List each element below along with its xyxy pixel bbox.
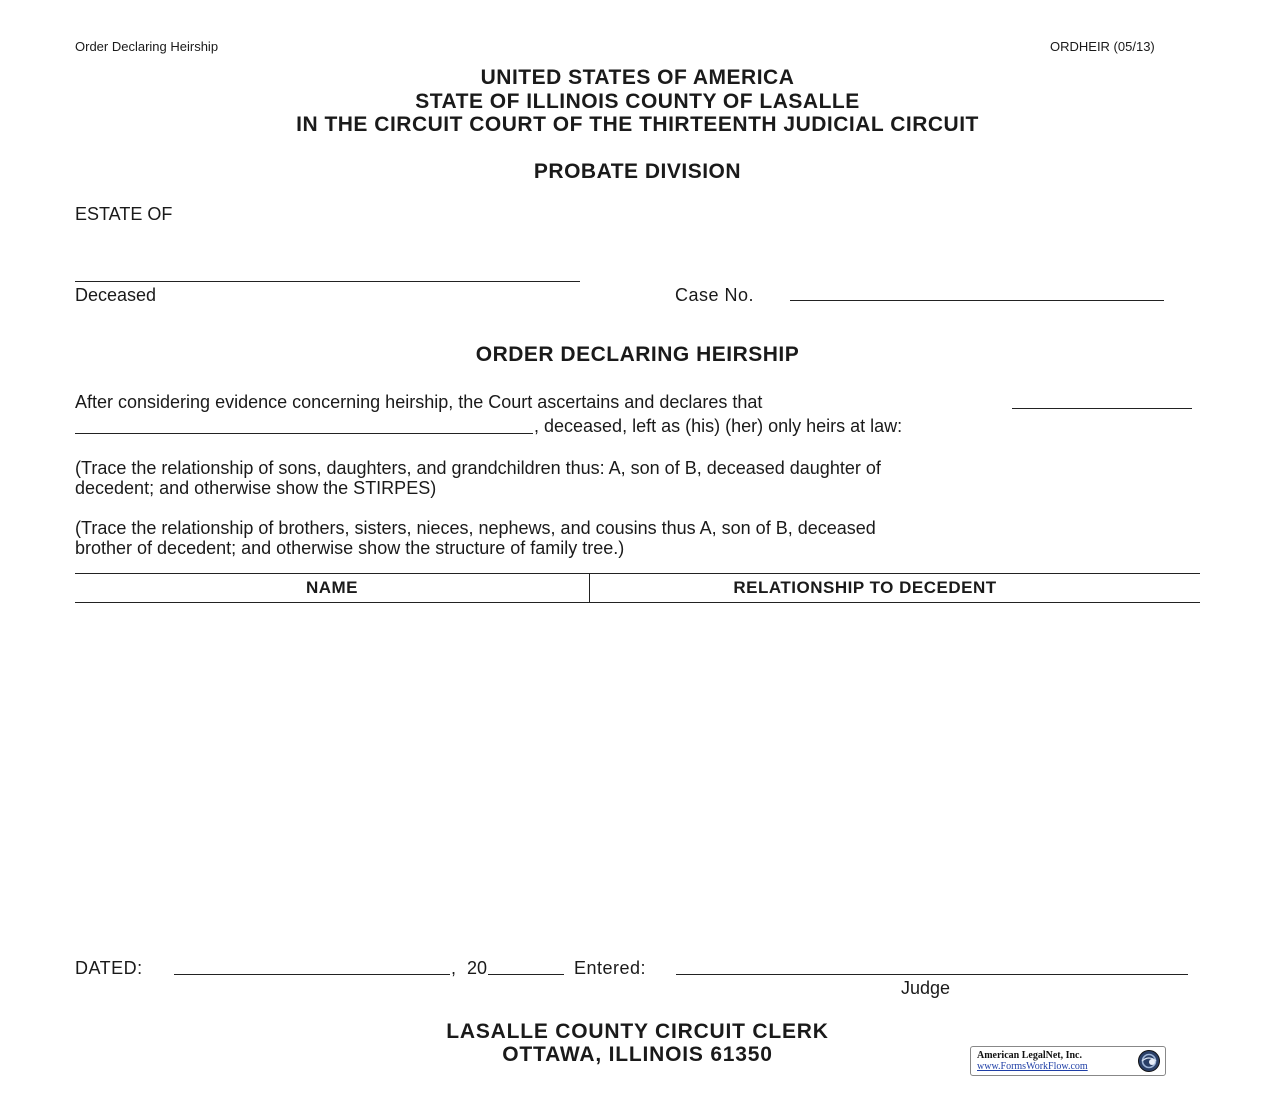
deceased-label: Deceased xyxy=(75,285,157,305)
estate-of-label: ESTATE OF xyxy=(75,204,173,224)
decedent-declared-field[interactable] xyxy=(1012,408,1192,409)
date-comma: , xyxy=(451,958,457,978)
order-title: ORDER DECLARING HEIRSHIP xyxy=(475,343,800,366)
logo-company: American LegalNet, Inc. xyxy=(977,1050,1082,1061)
judge-signature-field[interactable] xyxy=(676,974,1188,975)
instruction-1-line-2: decedent; and otherwise show the STIRPES) xyxy=(75,478,437,498)
year-field[interactable] xyxy=(488,974,564,975)
case-no-label: Case No. xyxy=(675,285,755,305)
form-code: ORDHEIR (05/13) xyxy=(1050,39,1155,54)
globe-icon xyxy=(1137,1049,1161,1073)
division-title: PROBATE DIVISION xyxy=(533,160,742,183)
court-line-2: STATE OF ILLINOIS COUNTY OF LASALLE xyxy=(415,90,860,113)
logo-url[interactable]: www.FormsWorkFlow.com xyxy=(977,1061,1088,1072)
dated-label: DATED: xyxy=(75,958,143,978)
clerk-line-1: LASALLE COUNTY CIRCUIT CLERK xyxy=(446,1020,829,1043)
heirs-entry-area[interactable] xyxy=(75,603,1200,943)
decedent-declared-field-cont[interactable] xyxy=(75,433,533,434)
instruction-1-line-1: (Trace the relationship of sons, daughters, and grandchildren thus: A, son of B, deceased daughter of xyxy=(75,458,881,478)
legalnet-logo[interactable] xyxy=(970,1046,1166,1076)
form-title-header: Order Declaring Heirship xyxy=(75,39,219,54)
column-header-name: NAME xyxy=(305,578,359,597)
heirs-table xyxy=(75,573,1200,603)
judge-label: Judge xyxy=(901,978,951,998)
entered-label: Entered: xyxy=(574,958,647,978)
date-field[interactable] xyxy=(174,974,450,975)
instruction-2-line-1: (Trace the relationship of brothers, sisters, nieces, nephews, and cousins thus A, son of B, deceased xyxy=(75,518,876,538)
decedent-name-field[interactable] xyxy=(75,281,580,282)
column-header-relationship: RELATIONSHIP TO DECEDENT xyxy=(733,578,997,597)
court-line-3: IN THE CIRCUIT COURT OF THE THIRTEENTH JUDICIAL CIRCUIT xyxy=(296,113,979,136)
clerk-line-2: OTTAWA, ILLINOIS 61350 xyxy=(502,1043,773,1066)
case-number-field[interactable] xyxy=(790,300,1164,301)
court-line-1: UNITED STATES OF AMERICA xyxy=(480,66,795,89)
heirship-paragraph-part2: , deceased, left as (his) (her) only heirs at law: xyxy=(534,416,903,436)
heirship-paragraph-part1: After considering evidence concerning heirship, the Court ascertains and declares that xyxy=(75,392,763,412)
instruction-2-line-2: brother of decedent; and otherwise show the structure of family tree.) xyxy=(75,538,625,558)
year-prefix: 20 xyxy=(467,958,488,978)
